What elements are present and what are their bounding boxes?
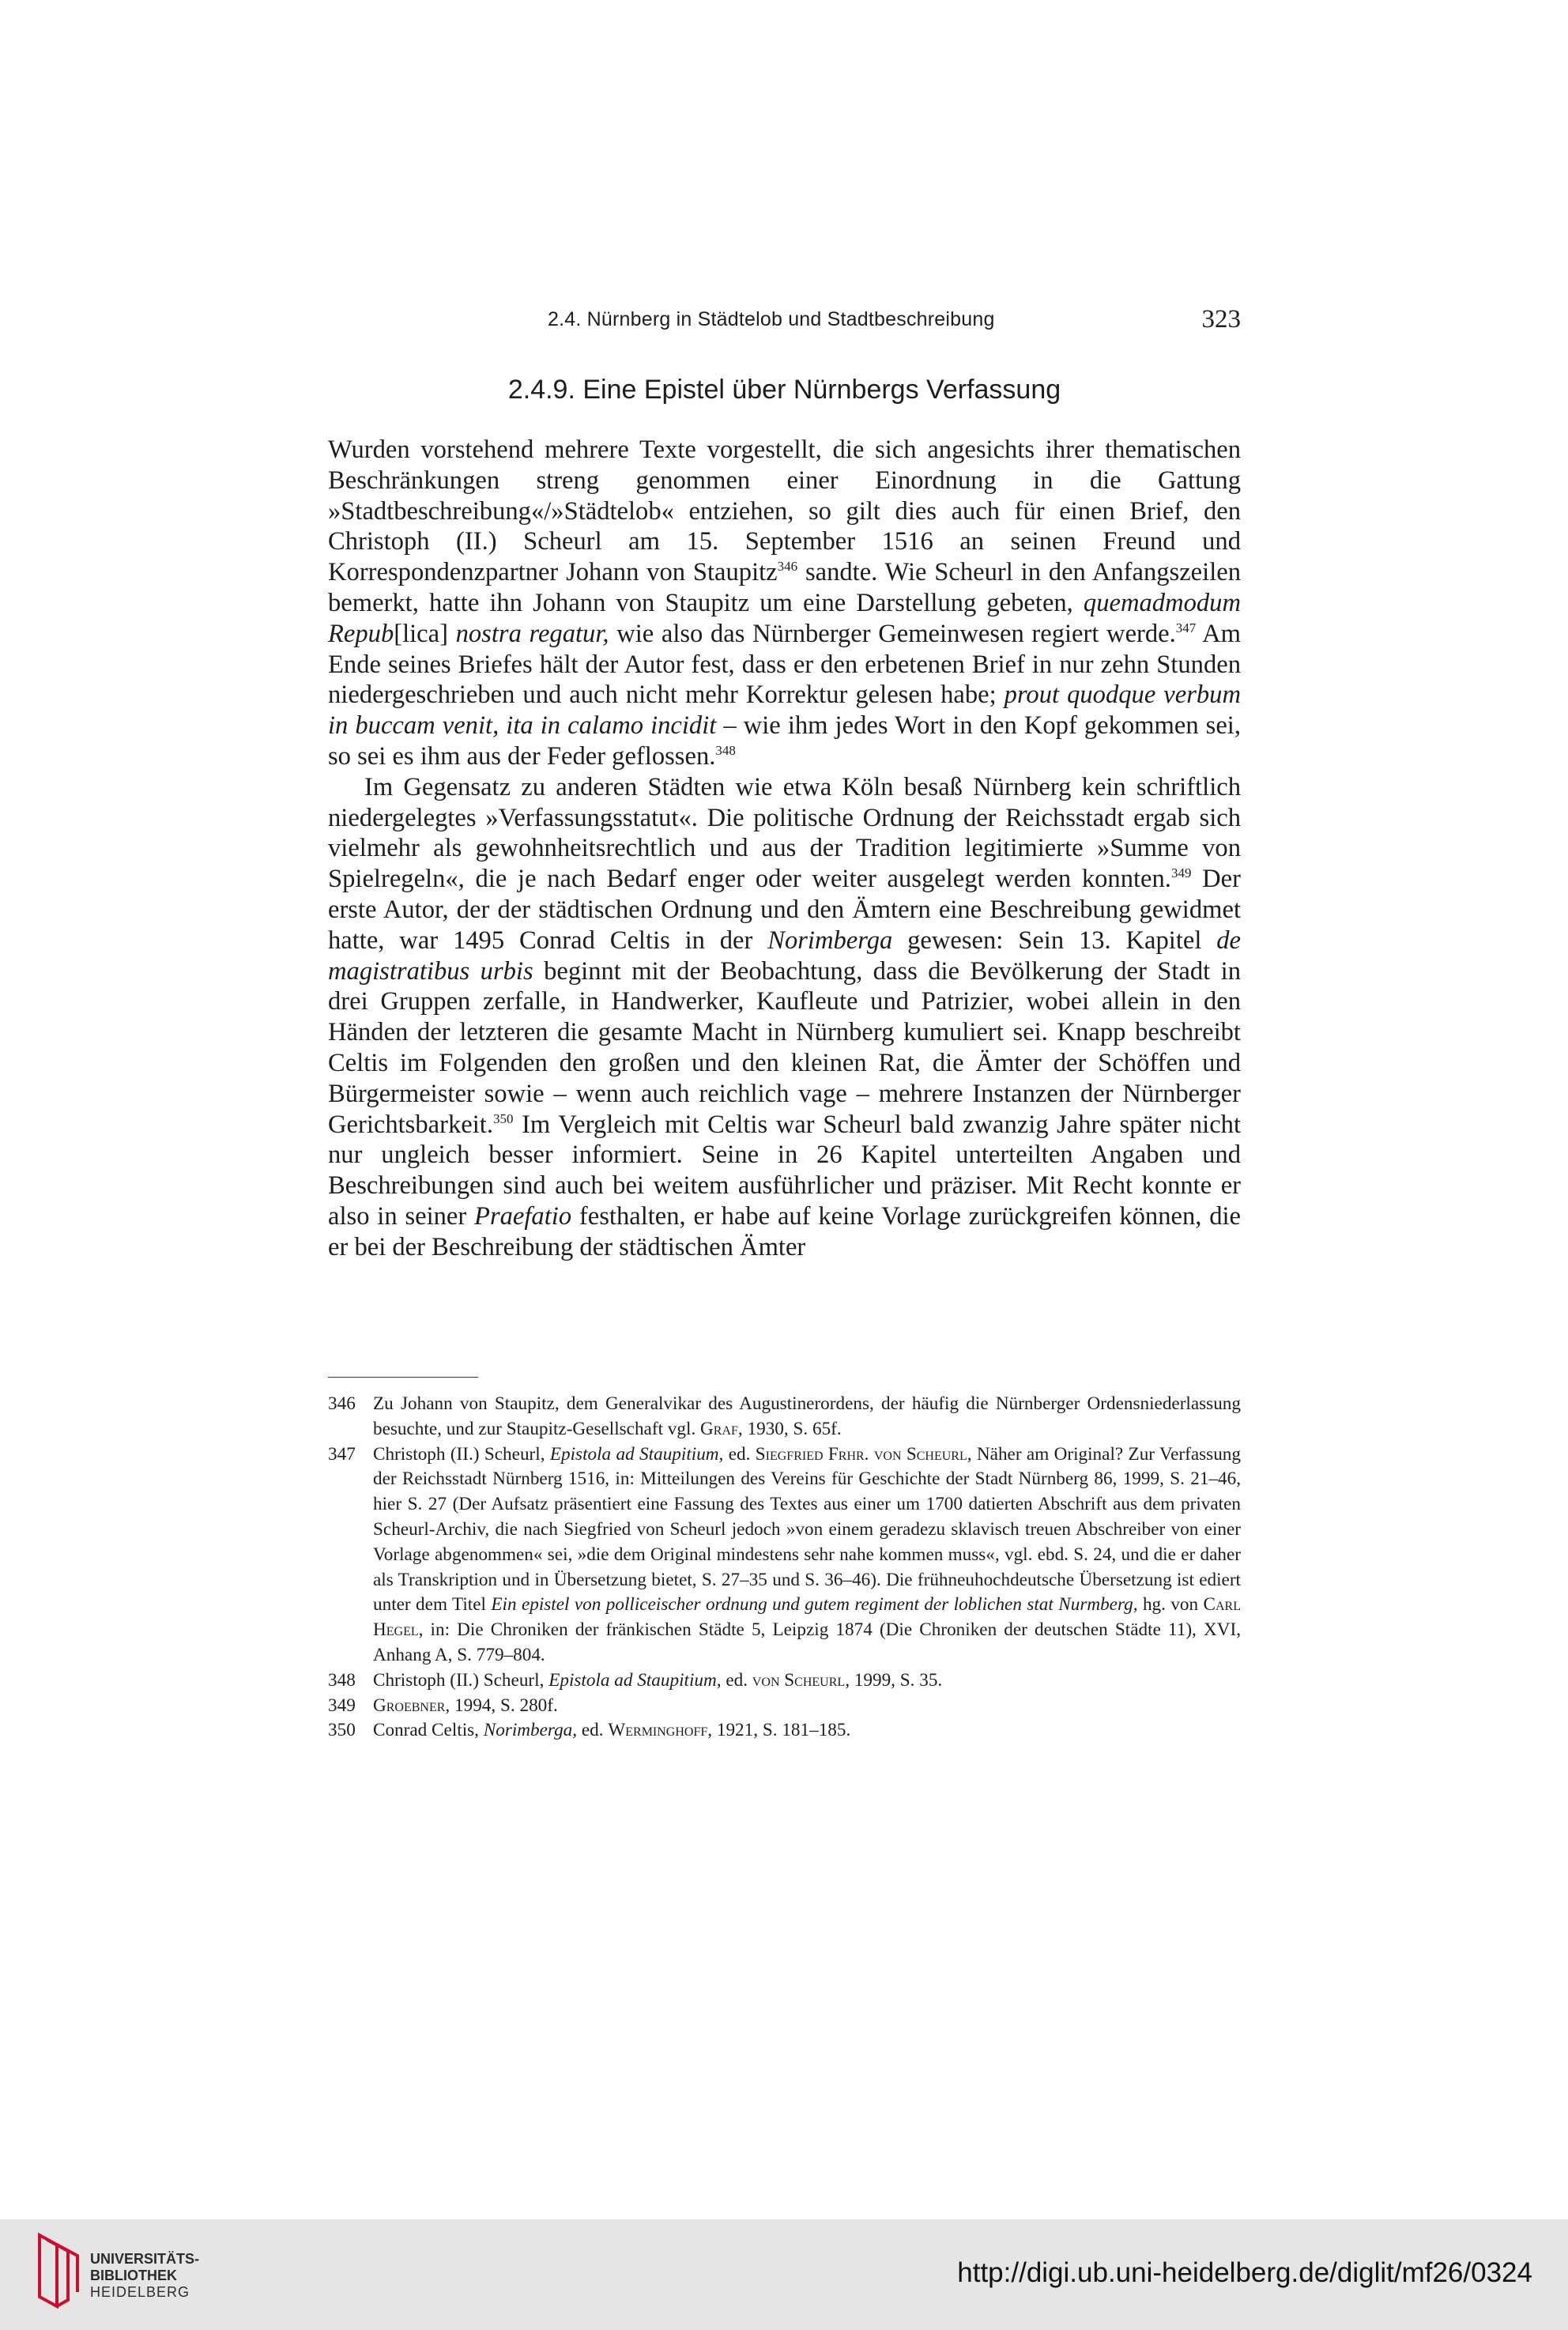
footnote-number: 350 bbox=[328, 1720, 356, 1741]
footnotes bbox=[328, 1392, 1241, 1744]
footnote-ref-348[interactable]: 348 bbox=[715, 743, 736, 759]
work-title: Epistola ad Staupitium, bbox=[548, 1669, 722, 1691]
chapter-title: de magistratibus urbis bbox=[328, 926, 1242, 986]
text-run: Im Gegensatz zu anderen Städten wie etwa Köln besaß Nürnberg kein schriftlich niedergelegtes »Verfassungsstatut«. Die politische Ordnung der Reichsstadt ergab sich vielmehr als gewohnheitsrechtlich und aus der Tradition legitimierte »Summe von Spielregeln«, die je nach Bedarf enger oder weiter ausgelegt werden konnten. bbox=[328, 772, 1241, 894]
footnote-347 bbox=[328, 1442, 1241, 1668]
footnote-346 bbox=[328, 1392, 1241, 1442]
text-run: Christoph (II.) Scheurl, bbox=[373, 1443, 550, 1465]
work-title: Ein epistel von polliceischer ordnung und gutem regiment der loblichen stat Nurmberg, bbox=[491, 1594, 1138, 1616]
text-run: sandte. Wie Scheurl in den Anfangszeilen bemerkt, hatte ihn Johann von Staupitz um eine Darstellung gebeten, bbox=[328, 558, 1241, 617]
section-heading: 2.4.9. Eine Epistel über Nürnbergs Verfassung bbox=[507, 375, 1061, 405]
library-name-line: BIBLIOTHEK bbox=[90, 2268, 177, 2283]
text-run: hg. von bbox=[1137, 1594, 1204, 1616]
footnote-number: 349 bbox=[328, 1695, 356, 1716]
work-title: Praefatio bbox=[474, 1201, 572, 1231]
footnote-ref-347[interactable]: 347 bbox=[1175, 620, 1197, 635]
library-name bbox=[90, 2251, 199, 2301]
permalink-url[interactable]: http://digi.ub.uni-heidelberg.de/diglit/mf26/0324 bbox=[957, 2257, 1532, 2288]
work-title: Norimberga bbox=[767, 926, 893, 955]
text-run: , 1930, S. 65f. bbox=[737, 1418, 842, 1439]
footnote-number: 348 bbox=[328, 1669, 356, 1691]
paragraph-2 bbox=[328, 772, 1241, 1263]
latin-quote: prout quodque verbum in buccam venit, ita in calamo incidit bbox=[328, 681, 1241, 741]
library-logo-icon bbox=[36, 2232, 81, 2309]
text-run: [lica] bbox=[394, 619, 456, 648]
text-run: ed. bbox=[723, 1443, 756, 1465]
text-run: wie also das Nürnberger Gemeinwesen regiert werde. bbox=[609, 619, 1176, 648]
page-number: 323 bbox=[1201, 305, 1241, 334]
footnote-number: 346 bbox=[328, 1393, 356, 1414]
text-run: Im Vergleich mit Celtis war Scheurl bald zwanzig Jahre später nicht nur ungleich besser informiert. Seine in 26 Kapitel unterteilten Angaben und Beschreibungen sind auch bei weitem ausführlicher und präziser. Mit Recht konnte er also in seiner bbox=[328, 1110, 1241, 1231]
author-name: Groebner bbox=[373, 1695, 446, 1716]
text-run: Christoph (II.) Scheurl, bbox=[373, 1669, 549, 1691]
text-run: – wie ihm jedes Wort in den Kopf gekommen sei, so sei es ihm aus der Feder geflossen. bbox=[328, 711, 1241, 771]
body-text bbox=[328, 435, 1241, 1263]
work-title: Norimberga, bbox=[483, 1720, 578, 1741]
text-run: , 1999, S. 35. bbox=[845, 1669, 943, 1691]
paragraph-1 bbox=[328, 435, 1241, 772]
footnote-350 bbox=[328, 1718, 1241, 1744]
work-title: Epistola ad Staupitium, bbox=[549, 1443, 724, 1465]
footnote-349 bbox=[328, 1694, 1241, 1719]
logo-strokes bbox=[40, 2235, 77, 2306]
text-run: Wurden vorstehend mehrere Texte vorgestellt, die sich angesichts ihrer thematischen Beschränkungen streng genommen einer Einordnung in die Gattung »Stadtbeschreibung«/»Städtelob« entziehen, so gilt dies auch für einen Brief, den Christoph (II.) Scheurl am 15. September 1516 an seinen Freund und Korrespondenzpartner Johann von Staupitz bbox=[328, 435, 1241, 587]
digitization-footer-bar bbox=[0, 2219, 1568, 2330]
running-title: 2.4. Nürnberg in Städtelob und Stadtbeschreibung bbox=[548, 308, 995, 330]
footnote-text bbox=[373, 1668, 1241, 1694]
footnote-separator bbox=[328, 1377, 478, 1378]
author-name: Carl Hegel bbox=[373, 1594, 1241, 1641]
latin-quote: quemadmodum Repub bbox=[328, 588, 1241, 648]
footnote-text bbox=[373, 1694, 1241, 1719]
footnote-348 bbox=[328, 1668, 1241, 1694]
text-run: beginnt mit der Beobachtung, dass die Bevölkerung der Stadt in drei Gruppen zerfalle, in Handwerker, Kaufleute und Patrizier, wobei allein in den Händen der letzteren die gesamte Macht in Nürnberg kumuliert sei. Knapp beschreibt Celtis im Folgenden den großen und den kleinen Rat, die Ämter der Schöffen und Bürgermeister sowie – wenn auch reichlich vage – mehrere Instanzen der Nürnberger Gerichtsbarkeit. bbox=[328, 956, 1242, 1139]
text-run: Zu Johann von Staupitz, dem Generalvikar des Augustinerordens, der häufig die Nürnberger Ordensniederlassung besuchte, und zur Staupitz-Gesellschaft vgl. bbox=[373, 1393, 1241, 1439]
library-name-line: UNIVERSITÄTS- bbox=[90, 2251, 200, 2267]
footnote-text bbox=[373, 1442, 1241, 1668]
author-name: Siegfried Frhr. von Scheurl bbox=[755, 1443, 967, 1465]
author-name: von Scheurl bbox=[752, 1669, 846, 1691]
text-run: ed. bbox=[721, 1669, 752, 1691]
latin-quote: nostra regatur, bbox=[455, 619, 609, 648]
text-run: festhalten, er habe auf keine Vorlage zurückgreifen können, die er bei der Beschreibung der städtischen Ämter bbox=[328, 1201, 1241, 1261]
text-run: , 1921, S. 181–185. bbox=[707, 1720, 851, 1741]
footnote-text bbox=[373, 1392, 1241, 1442]
author-name: Werminghoff bbox=[608, 1720, 708, 1741]
text-run: , Näher am Original? Zur Verfassung der Reichsstadt Nürnberg 1516, in: Mitteilungen des Vereins für Geschichte der Stadt Nürnberg 86, 1999, S. 21–46, hier S. 27 (Der Aufsatz präsentiert eine Fassung des Textes aus einer um 1700 datierten Abschrift aus dem privaten Scheurl-Archiv, die nach Siegfried von Scheurl jedoch »von einem geradezu sklavisch treuen Abschreiber von einer Vorlage abgenommen« sei, »die dem Original mindestens sehr nahe kommen muss«, vgl. ebd. S. 24, und die er daher als Transkription und in Übersetzung bietet, S. 27–35 und S. 36–46). Die frühneuhochdeutsche Übersetzung ist ediert unter dem Titel bbox=[373, 1443, 1241, 1616]
text-run: ed. bbox=[577, 1720, 609, 1741]
library-name-line: HEIDELBERG bbox=[90, 2284, 190, 2300]
text-run: gewesen: Sein 13. Kapitel bbox=[892, 926, 1217, 955]
text-run: , in: Die Chroniken der fränkischen Städte 5, Leipzig 1874 (Die Chroniken der deutschen Städte 11), XVI, Anhang A, S. 779–804. bbox=[373, 1619, 1241, 1665]
text-run: Am Ende seines Briefes hält der Autor fest, dass er den erbetenen Brief in nur zehn Stunden niedergeschrieben und auch nicht mehr Korrektur gelesen habe; bbox=[328, 619, 1241, 710]
footnote-text bbox=[373, 1718, 1241, 1744]
text-run: Conrad Celtis, bbox=[373, 1720, 484, 1741]
author-name: Graf bbox=[700, 1418, 738, 1439]
footnote-number: 347 bbox=[328, 1443, 356, 1465]
text-run: , 1994, S. 280f. bbox=[445, 1695, 558, 1716]
footnote-ref-346[interactable]: 346 bbox=[777, 559, 798, 575]
text-run: Der erste Autor, der der städtischen Ordnung und den Ämtern eine Beschreibung gewidmet hatte, war 1495 Conrad Celtis in der bbox=[328, 865, 1241, 955]
footnote-ref-349[interactable]: 349 bbox=[1170, 865, 1192, 881]
running-header bbox=[328, 305, 1241, 345]
footnote-ref-350[interactable]: 350 bbox=[492, 1110, 514, 1126]
